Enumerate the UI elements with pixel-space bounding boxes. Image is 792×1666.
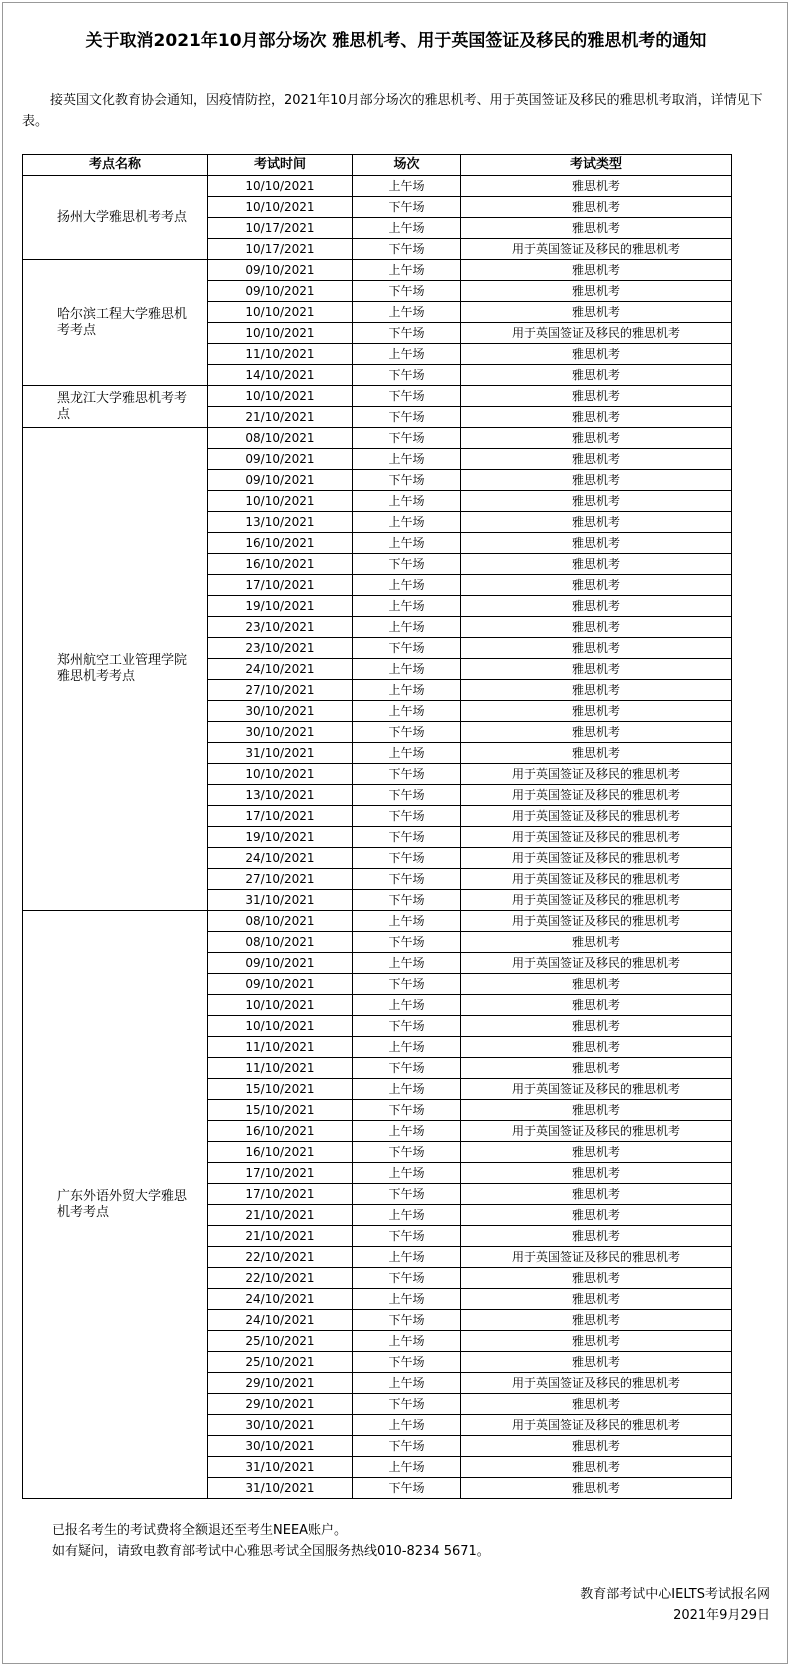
session: 下午场 [353, 323, 461, 344]
test-center-name: 扬州大学雅思机考考点 [23, 176, 208, 260]
table-row [23, 911, 732, 932]
exam-date: 17/10/2021 [208, 1163, 353, 1184]
exam-type: 雅思机考 [461, 365, 732, 386]
exam-date: 27/10/2021 [208, 869, 353, 890]
exam-type: 用于英国签证及移民的雅思机考 [461, 911, 732, 932]
exam-date: 25/10/2021 [208, 1331, 353, 1352]
session: 上午场 [353, 218, 461, 239]
exam-type: 雅思机考 [461, 218, 732, 239]
exam-date: 11/10/2021 [208, 1037, 353, 1058]
exam-type: 雅思机考 [461, 932, 732, 953]
exam-date: 29/10/2021 [208, 1373, 353, 1394]
test-center-name: 广东外语外贸大学雅思机考考点 [23, 911, 208, 1499]
session: 上午场 [353, 995, 461, 1016]
session: 上午场 [353, 260, 461, 281]
intro-paragraph: 接英国文化教育协会通知，因疫情防控，2021年10月部分场次的雅思机考、用于英国签证及移民的雅思机考取消，详情见下表。 [22, 93, 763, 129]
table-row [23, 428, 732, 449]
exam-type: 雅思机考 [461, 533, 732, 554]
session: 上午场 [353, 176, 461, 197]
exam-type: 雅思机考 [461, 1184, 732, 1205]
exam-date: 09/10/2021 [208, 260, 353, 281]
exam-type: 雅思机考 [461, 176, 732, 197]
exam-date: 11/10/2021 [208, 344, 353, 365]
exam-date: 10/10/2021 [208, 302, 353, 323]
exam-type: 雅思机考 [461, 1142, 732, 1163]
exam-type: 雅思机考 [461, 680, 732, 701]
session: 上午场 [353, 575, 461, 596]
exam-date: 09/10/2021 [208, 974, 353, 995]
exam-type: 雅思机考 [461, 197, 732, 218]
exam-type: 雅思机考 [461, 722, 732, 743]
exam-type: 雅思机考 [461, 1226, 732, 1247]
exam-type: 雅思机考 [461, 1436, 732, 1457]
header-session: 场次 [353, 155, 461, 176]
exam-date: 21/10/2021 [208, 1226, 353, 1247]
session: 上午场 [353, 1247, 461, 1268]
session: 下午场 [353, 1478, 461, 1499]
footer-date: 2021年9月29日 [673, 1608, 770, 1623]
exam-type: 雅思机考 [461, 344, 732, 365]
session: 下午场 [353, 806, 461, 827]
exam-type: 雅思机考 [461, 1289, 732, 1310]
session: 上午场 [353, 1415, 461, 1436]
session: 下午场 [353, 428, 461, 449]
exam-date: 30/10/2021 [208, 701, 353, 722]
exam-date: 23/10/2021 [208, 638, 353, 659]
exam-type: 用于英国签证及移民的雅思机考 [461, 239, 732, 260]
session: 下午场 [353, 764, 461, 785]
exam-date: 08/10/2021 [208, 428, 353, 449]
session: 下午场 [353, 932, 461, 953]
exam-type: 用于英国签证及移民的雅思机考 [461, 869, 732, 890]
exam-type: 雅思机考 [461, 596, 732, 617]
session: 上午场 [353, 302, 461, 323]
exam-date: 15/10/2021 [208, 1100, 353, 1121]
session: 下午场 [353, 1310, 461, 1331]
exam-type: 雅思机考 [461, 512, 732, 533]
exam-type: 用于英国签证及移民的雅思机考 [461, 806, 732, 827]
exam-date: 10/10/2021 [208, 1016, 353, 1037]
exam-date: 29/10/2021 [208, 1394, 353, 1415]
exam-type: 雅思机考 [461, 1268, 732, 1289]
exam-date: 09/10/2021 [208, 953, 353, 974]
session: 上午场 [353, 953, 461, 974]
exam-type: 雅思机考 [461, 302, 732, 323]
footer-org: 教育部考试中心IELTS考试报名网 [580, 1587, 770, 1602]
exam-type: 雅思机考 [461, 554, 732, 575]
exam-type: 雅思机考 [461, 1100, 732, 1121]
session: 下午场 [353, 890, 461, 911]
exam-type: 雅思机考 [461, 1163, 732, 1184]
exam-date: 22/10/2021 [208, 1268, 353, 1289]
session: 上午场 [353, 533, 461, 554]
session: 下午场 [353, 470, 461, 491]
exam-date: 27/10/2021 [208, 680, 353, 701]
exam-type: 雅思机考 [461, 743, 732, 764]
session: 上午场 [353, 680, 461, 701]
session: 下午场 [353, 1436, 461, 1457]
session: 上午场 [353, 449, 461, 470]
session: 上午场 [353, 743, 461, 764]
refund-note: 已报名考生的考试费将全额退还至考生NEEA账户。 [52, 1523, 348, 1538]
session: 下午场 [353, 554, 461, 575]
exam-date: 09/10/2021 [208, 470, 353, 491]
exam-date: 24/10/2021 [208, 848, 353, 869]
exam-type: 雅思机考 [461, 638, 732, 659]
exam-type: 雅思机考 [461, 1331, 732, 1352]
session: 下午场 [353, 1058, 461, 1079]
exam-type: 雅思机考 [461, 974, 732, 995]
exam-date: 21/10/2021 [208, 1205, 353, 1226]
exam-date: 31/10/2021 [208, 890, 353, 911]
session: 下午场 [353, 407, 461, 428]
exam-date: 15/10/2021 [208, 1079, 353, 1100]
exam-date: 16/10/2021 [208, 1142, 353, 1163]
exam-date: 24/10/2021 [208, 1310, 353, 1331]
exam-date: 08/10/2021 [208, 911, 353, 932]
exam-type: 用于英国签证及移民的雅思机考 [461, 785, 732, 806]
exam-type: 用于英国签证及移民的雅思机考 [461, 1079, 732, 1100]
exam-date: 30/10/2021 [208, 722, 353, 743]
exam-date: 09/10/2021 [208, 449, 353, 470]
exam-date: 10/10/2021 [208, 995, 353, 1016]
exam-date: 31/10/2021 [208, 743, 353, 764]
session: 下午场 [353, 722, 461, 743]
exam-type: 雅思机考 [461, 1457, 732, 1478]
session: 上午场 [353, 344, 461, 365]
exam-type: 雅思机考 [461, 1478, 732, 1499]
session: 上午场 [353, 1205, 461, 1226]
session: 下午场 [353, 869, 461, 890]
exam-date: 11/10/2021 [208, 1058, 353, 1079]
session: 下午场 [353, 848, 461, 869]
exam-date: 31/10/2021 [208, 1457, 353, 1478]
exam-date: 19/10/2021 [208, 827, 353, 848]
exam-date: 10/10/2021 [208, 764, 353, 785]
exam-type: 用于英国签证及移民的雅思机考 [461, 323, 732, 344]
exam-type: 雅思机考 [461, 1394, 732, 1415]
table-row [23, 176, 732, 197]
header-center: 考点名称 [23, 155, 208, 176]
exam-type: 雅思机考 [461, 1037, 732, 1058]
exam-date: 08/10/2021 [208, 932, 353, 953]
exam-type: 用于英国签证及移民的雅思机考 [461, 890, 732, 911]
session: 下午场 [353, 1142, 461, 1163]
exam-date: 30/10/2021 [208, 1415, 353, 1436]
session: 上午场 [353, 701, 461, 722]
exam-date: 10/10/2021 [208, 323, 353, 344]
session: 下午场 [353, 1268, 461, 1289]
session: 上午场 [353, 1037, 461, 1058]
exam-date: 16/10/2021 [208, 554, 353, 575]
session: 上午场 [353, 659, 461, 680]
exam-type: 用于英国签证及移民的雅思机考 [461, 1247, 732, 1268]
exam-type: 雅思机考 [461, 617, 732, 638]
exam-type: 雅思机考 [461, 995, 732, 1016]
session: 下午场 [353, 197, 461, 218]
exam-type: 用于英国签证及移民的雅思机考 [461, 827, 732, 848]
session: 下午场 [353, 1016, 461, 1037]
hotline-note: 如有疑问，请致电教育部考试中心雅思考试全国服务热线010-8234 5671。 [52, 1544, 490, 1559]
session: 下午场 [353, 785, 461, 806]
session: 上午场 [353, 1121, 461, 1142]
exam-date: 16/10/2021 [208, 1121, 353, 1142]
exam-date: 09/10/2021 [208, 281, 353, 302]
exam-type: 雅思机考 [461, 1016, 732, 1037]
session: 下午场 [353, 239, 461, 260]
exam-type: 用于英国签证及移民的雅思机考 [461, 1415, 732, 1436]
exam-date: 10/10/2021 [208, 491, 353, 512]
exam-type: 用于英国签证及移民的雅思机考 [461, 953, 732, 974]
exam-date: 10/10/2021 [208, 197, 353, 218]
exam-type: 雅思机考 [461, 449, 732, 470]
session: 下午场 [353, 638, 461, 659]
session: 下午场 [353, 281, 461, 302]
notes [52, 1520, 490, 1562]
page-title: 关于取消2021年10月部分场次 雅思机考、用于英国签证及移民的雅思机考的通知 [85, 31, 707, 51]
exam-type: 雅思机考 [461, 386, 732, 407]
session: 上午场 [353, 1331, 461, 1352]
table-body [23, 176, 732, 1499]
table-row [23, 260, 732, 281]
session: 下午场 [353, 1226, 461, 1247]
session: 上午场 [353, 617, 461, 638]
exam-date: 10/17/2021 [208, 239, 353, 260]
session: 下午场 [353, 974, 461, 995]
exam-date: 19/10/2021 [208, 596, 353, 617]
exam-date: 10/10/2021 [208, 386, 353, 407]
exam-type: 用于英国签证及移民的雅思机考 [461, 848, 732, 869]
exam-date: 17/10/2021 [208, 575, 353, 596]
exam-type: 雅思机考 [461, 281, 732, 302]
exam-date: 13/10/2021 [208, 785, 353, 806]
exam-type: 雅思机考 [461, 1310, 732, 1331]
exam-type: 雅思机考 [461, 491, 732, 512]
session: 下午场 [353, 1394, 461, 1415]
session: 上午场 [353, 1457, 461, 1478]
exam-type: 雅思机考 [461, 1205, 732, 1226]
exam-date: 22/10/2021 [208, 1247, 353, 1268]
exam-type: 雅思机考 [461, 1058, 732, 1079]
header-exam-type: 考试类型 [461, 155, 732, 176]
exam-date: 24/10/2021 [208, 659, 353, 680]
session: 上午场 [353, 1373, 461, 1394]
session: 下午场 [353, 365, 461, 386]
table-row [23, 386, 732, 407]
session: 上午场 [353, 491, 461, 512]
exam-type: 用于英国签证及移民的雅思机考 [461, 1121, 732, 1142]
footer [580, 1584, 770, 1626]
exam-date: 30/10/2021 [208, 1436, 353, 1457]
exam-type: 雅思机考 [461, 1352, 732, 1373]
session: 下午场 [353, 386, 461, 407]
test-center-name: 哈尔滨工程大学雅思机考考点 [23, 260, 208, 386]
session: 上午场 [353, 512, 461, 533]
session: 上午场 [353, 596, 461, 617]
exam-date: 17/10/2021 [208, 1184, 353, 1205]
session: 下午场 [353, 827, 461, 848]
exam-date: 24/10/2021 [208, 1289, 353, 1310]
exam-date: 31/10/2021 [208, 1478, 353, 1499]
exam-date: 13/10/2021 [208, 512, 353, 533]
session: 下午场 [353, 1184, 461, 1205]
exam-type: 雅思机考 [461, 428, 732, 449]
exam-type: 雅思机考 [461, 701, 732, 722]
test-center-name: 黑龙江大学雅思机考考点 [23, 386, 208, 428]
exam-type: 雅思机考 [461, 659, 732, 680]
table-header-row [23, 155, 732, 176]
session: 下午场 [353, 1352, 461, 1373]
header-date: 考试时间 [208, 155, 353, 176]
cancellation-table [22, 154, 732, 1499]
exam-type: 用于英国签证及移民的雅思机考 [461, 764, 732, 785]
exam-type: 雅思机考 [461, 260, 732, 281]
exam-date: 10/10/2021 [208, 176, 353, 197]
session: 上午场 [353, 911, 461, 932]
session: 下午场 [353, 1100, 461, 1121]
session: 上午场 [353, 1289, 461, 1310]
exam-date: 16/10/2021 [208, 533, 353, 554]
exam-type: 雅思机考 [461, 407, 732, 428]
exam-date: 10/17/2021 [208, 218, 353, 239]
exam-date: 17/10/2021 [208, 806, 353, 827]
exam-date: 25/10/2021 [208, 1352, 353, 1373]
exam-type: 用于英国签证及移民的雅思机考 [461, 1373, 732, 1394]
session: 上午场 [353, 1079, 461, 1100]
exam-date: 23/10/2021 [208, 617, 353, 638]
exam-date: 21/10/2021 [208, 407, 353, 428]
session: 上午场 [353, 1163, 461, 1184]
test-center-name: 郑州航空工业管理学院雅思机考考点 [23, 428, 208, 911]
exam-date: 14/10/2021 [208, 365, 353, 386]
exam-type: 雅思机考 [461, 575, 732, 596]
exam-type: 雅思机考 [461, 470, 732, 491]
